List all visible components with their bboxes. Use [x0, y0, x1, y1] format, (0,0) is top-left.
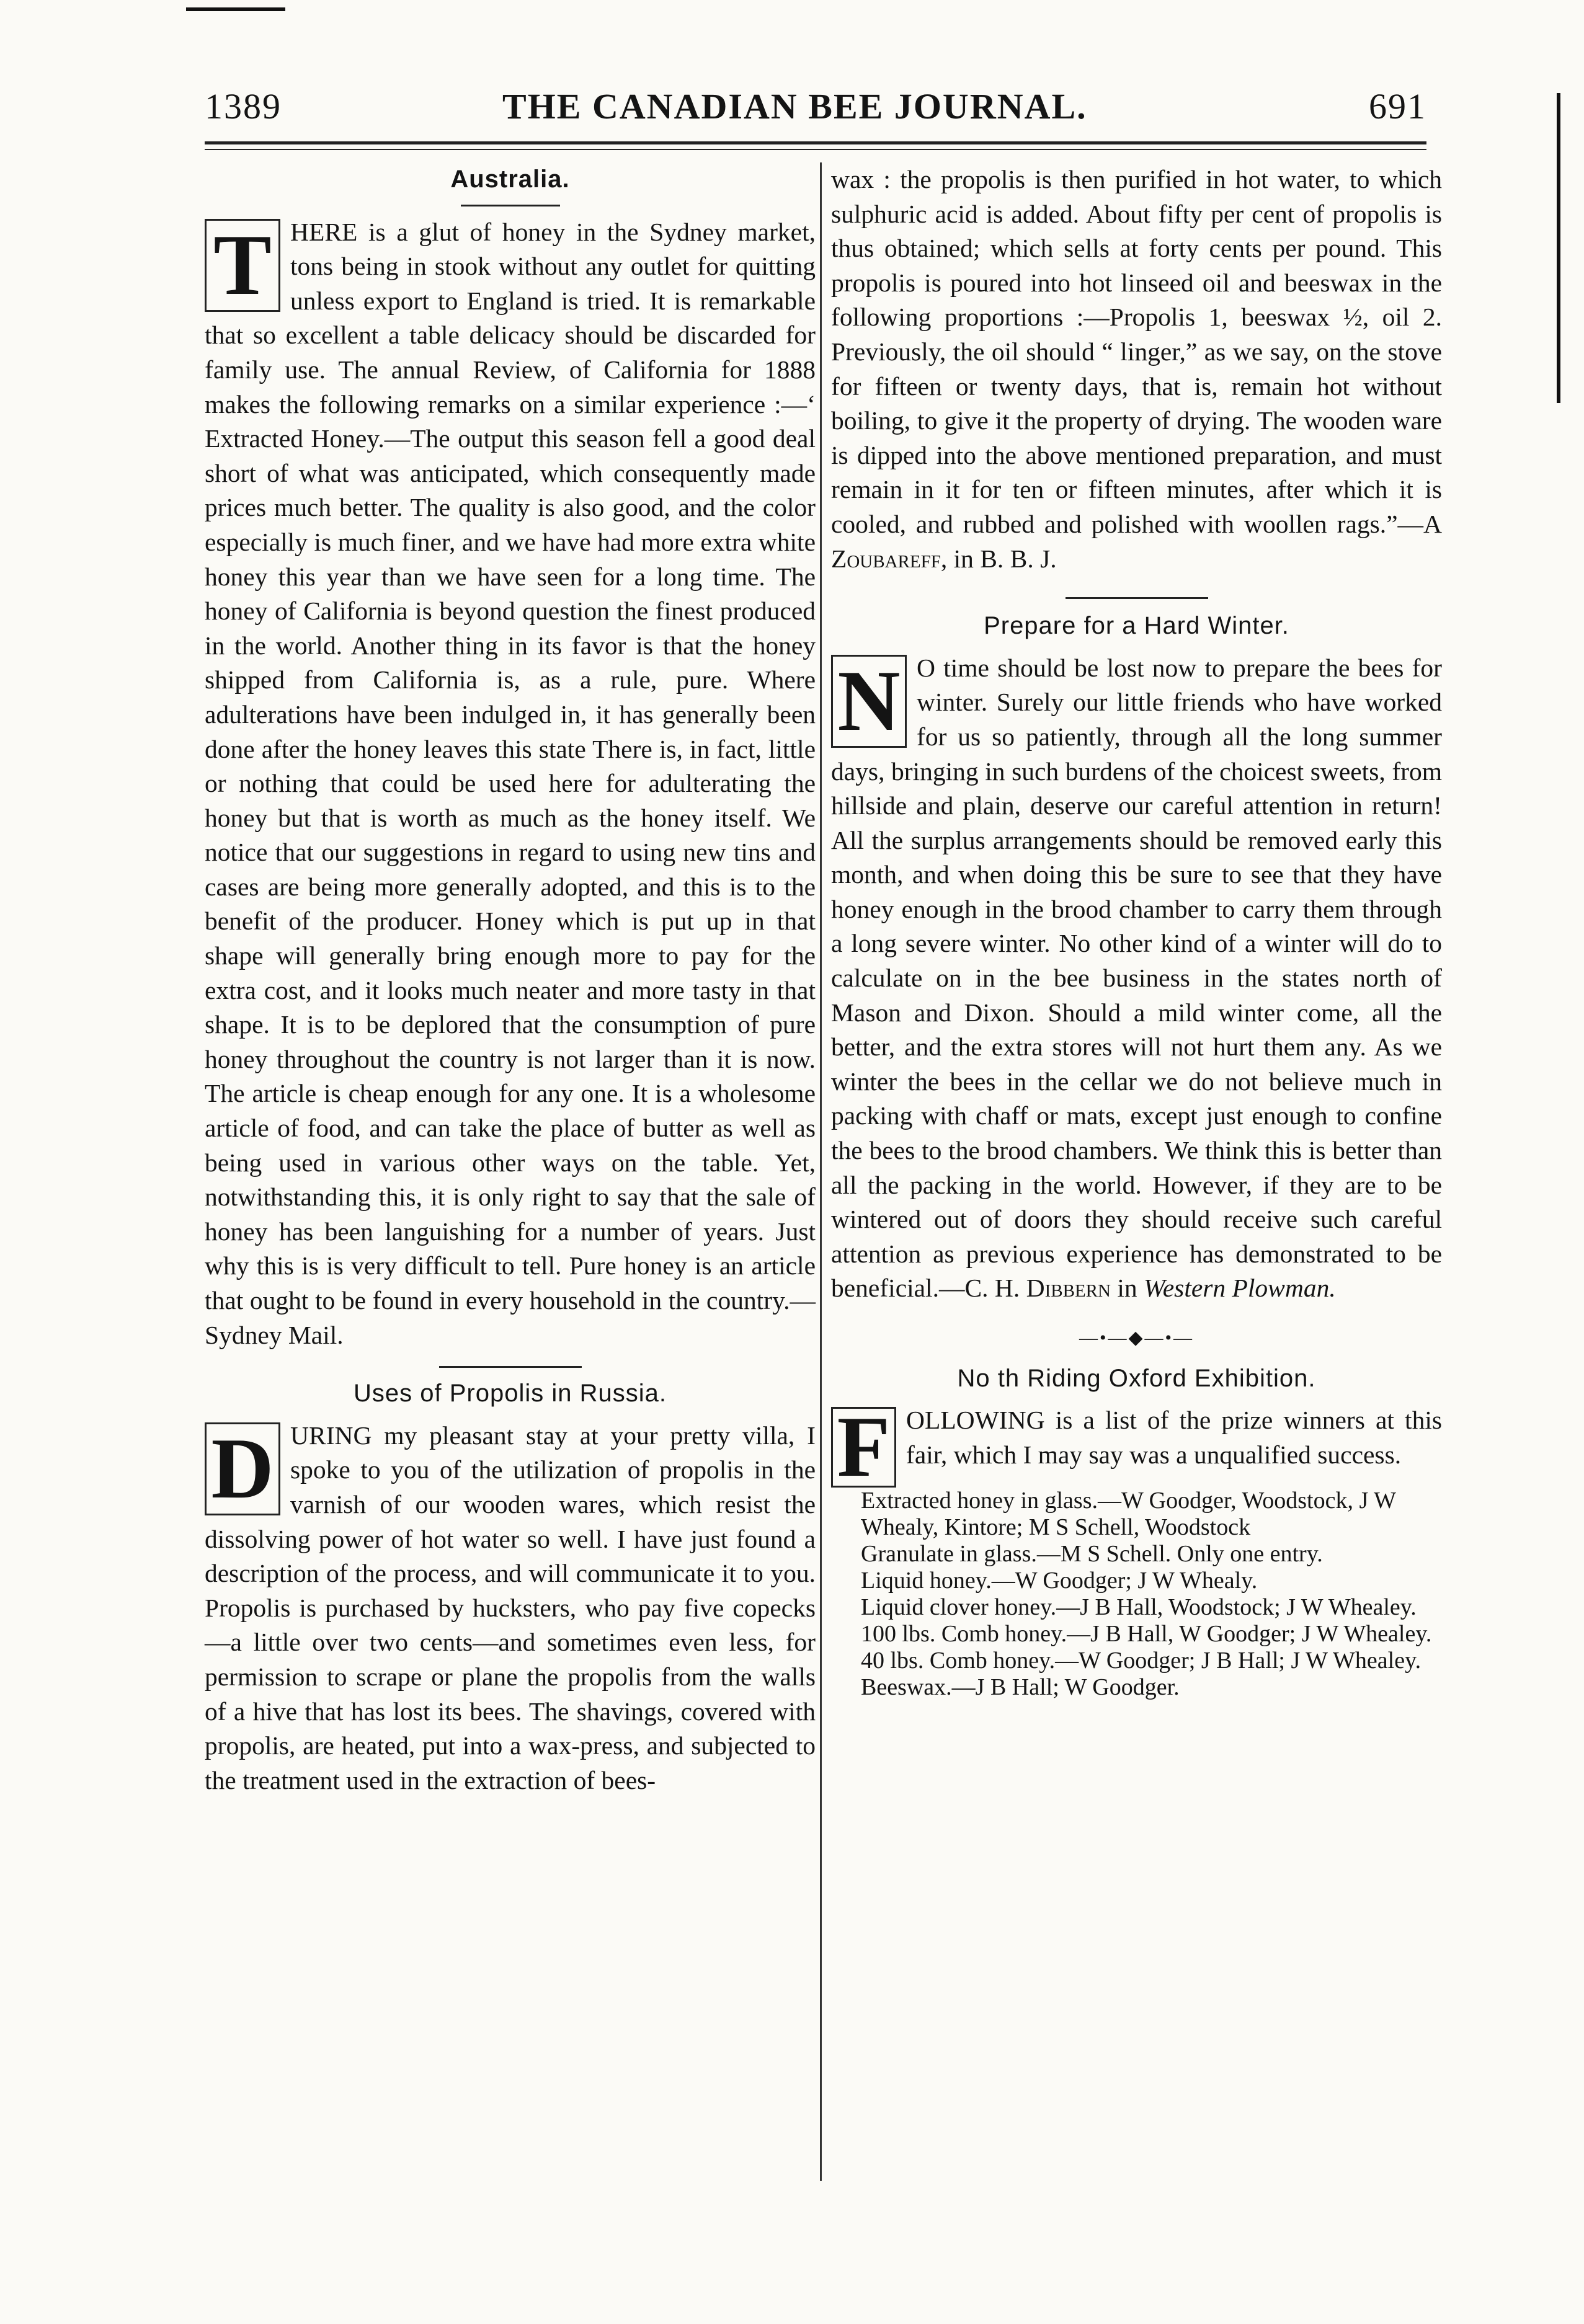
author-signature: Zoubareff, [831, 544, 948, 573]
page-number: 691 [1369, 86, 1426, 126]
prize-entry: 40 lbs. Comb honey.—W Goodger; J B Hall; J W Whealey. [861, 1648, 1422, 1674]
dropcap-f: F [831, 1407, 896, 1488]
prize-entry: Beeswax.—J B Hall; W Goodger. [861, 1674, 1180, 1701]
column-divider [820, 162, 822, 2181]
article-title-propolis: Uses of Propolis in Russia. [354, 1380, 667, 1408]
article-body-australia [205, 215, 816, 1353]
page-header [205, 86, 1426, 135]
dropcap-t: T [205, 219, 280, 312]
right-column [831, 162, 1442, 1701]
ornamental-divider: —•—◆—•— [1079, 1328, 1195, 1348]
journal-title: THE CANADIAN BEE JOURNAL. [502, 86, 1087, 126]
prize-entry: Extracted honey in glass.—W Goodger, Woodstock, J W Whealy, Kintore; M S Schell, Woodstock [861, 1488, 1396, 1541]
header-year: 1389 [205, 86, 282, 126]
header-rule-thick [205, 141, 1426, 144]
propolis-continued-text: wax : the propolis is then purified in hot water, to which sulphuric acid is added. About fifty per cent of propolis is thus obtained; which sells at forty cents per pound. This propolis is poured into hot linseed oil and beeswax in the following proportions :—Propolis 1, beeswax ½, oil 2. Previously, the oil should “ linger,” as we say, on the stove for fifteen or twenty days, that is, remain hot without boiling, to give it the property of drying. The wooden ware is dipped into the above mentioned preparation, and must remain in it for ten or fifteen minutes, after which it is cooled, and rubbed and polished with woollen rags.”—A [831, 165, 1442, 538]
article-title-winter: Prepare for a Hard Winter. [984, 612, 1289, 640]
scan-mark-right-edge [1557, 93, 1560, 403]
author-signature: Dibbern [1026, 1274, 1111, 1303]
title-rule [461, 205, 560, 206]
left-column [205, 162, 816, 1798]
dropcap-d: D [205, 1422, 280, 1515]
article-body-propolis [205, 1419, 816, 1798]
prize-list [831, 1488, 1442, 1701]
header-rule-thin [205, 149, 1426, 150]
winter-text: O time should be lost now to prepare the bees for winter. Surely our little friends who have worked for us so patiently, through all the long summer days, bringing in such burdens of the choicest sweets, from hillside and plain, deserve our careful attention in return! All the surplus arrangements should be removed early this month, and when doing this be sure to see that they have honey enough in the brood chamber to carry them through a long severe winter. No other kind of a winter will do to calculate on in the bee business in the states north of Mason and Dixon. Should a mild winter come, all the better, and the extra stores will not hurt them any. As we winter the bees in the cellar we do not believe much in packing with chaff or mats, except just enough to confine the bees to the brood chambers. We think this is better than all the packing in the world. However, if they are to be wintered out of doors they should receive such careful attention as previous experience has demonstrated to be beneficial.—C. H. [831, 653, 1442, 1303]
source-publication: Western Plowman. [1143, 1274, 1336, 1303]
article-body-oxford [831, 1399, 1442, 1496]
section-divider [439, 1366, 582, 1368]
article-title-australia: Australia. [450, 166, 570, 193]
australia-text: HERE is a glut of honey in the Sydney market, tons being in stook without any outlet for quitting unless export to England is tried. It is remarkable that so excellent a table delicacy should be discarded for family use. The annual Review, of California for 1888 makes the following remarks on a similar experience :—‘ Extracted Honey.—The output this season fell a good deal short of what was anticipated, which consequently made prices much better. The quality is also good, and the color especially is much finer, and we have had more extra white honey this year than we have seen for a long time. The honey of California is beyond question the finest produced in the world. Another thing in its favor is that the honey shipped from California is, as a rule, pure. Where adulterations have been indulged in, it has generally been done after the honey leaves this state There is, in fact, little or nothing that could be used here for adulterating the honey but that is worth as much as the honey itself. We notice that our suggestions in regard to using new tins and cases are being more generally adopted, and this is to the benefit of the producer. Honey which is put up in that shape will generally bring enough more to pay for the extra cost, and it looks much neater and more tasty in that shape. It is to be deplored that the consumption of pure honey throughout the country is not larger than it is now. The article is cheap enough for any one. It is a wholesome article of food, and can take the place of butter as well as being used in various other ways on the table. Yet, notwithstanding this, it is only right to say that the sale of honey has been languishing for a number of years. Just why this is is very difficult to tell. Pure honey is an article that ought to be found in every household in the country.—Sydney Mail. [205, 217, 816, 1349]
source-prefix: in [1110, 1274, 1144, 1303]
prize-entry: Liquid clover honey.—J B Hall, Woodstock; J W Whealey. [861, 1594, 1417, 1621]
article-body-winter [831, 651, 1442, 1306]
dropcap-n: N [831, 655, 907, 748]
prize-entry: 100 lbs. Comb honey.—J B Hall, W Goodger; J W Whealey. [861, 1621, 1432, 1648]
section-divider [1066, 597, 1208, 599]
prize-entry: Granulate in glass.—M S Schell. Only one entry. [861, 1541, 1323, 1568]
prize-entry: Liquid honey.—W Goodger; J W Whealy. [861, 1568, 1258, 1594]
propolis-continued [831, 162, 1442, 576]
source-citation: in B. B. J. [947, 544, 1057, 573]
article-title-oxford: No th Riding Oxford Exhibition. [957, 1364, 1316, 1392]
propolis-text: URING my pleasant stay at your pretty villa, I spoke to you of the utilization of propolis in the varnish of our wooden wares, which resist the dissolving power of hot water so well. I have just found a description of the process, and will communicate it to you. Propolis is purchased by hucksters, who pay five copecks—a little over two cents—and sometimes even less, for permission to scrape or plane the propolis from the walls of a hive that has lost its bees. The shavings, covered with propolis, are heated, put into a wax-press, and subjected to the treatment used in the extraction of bees- [205, 1421, 816, 1794]
oxford-intro: OLLOWING is a list of the prize winners at this fair, which I may say was a unqualified success. [906, 1406, 1442, 1469]
scan-mark-top [186, 7, 285, 11]
